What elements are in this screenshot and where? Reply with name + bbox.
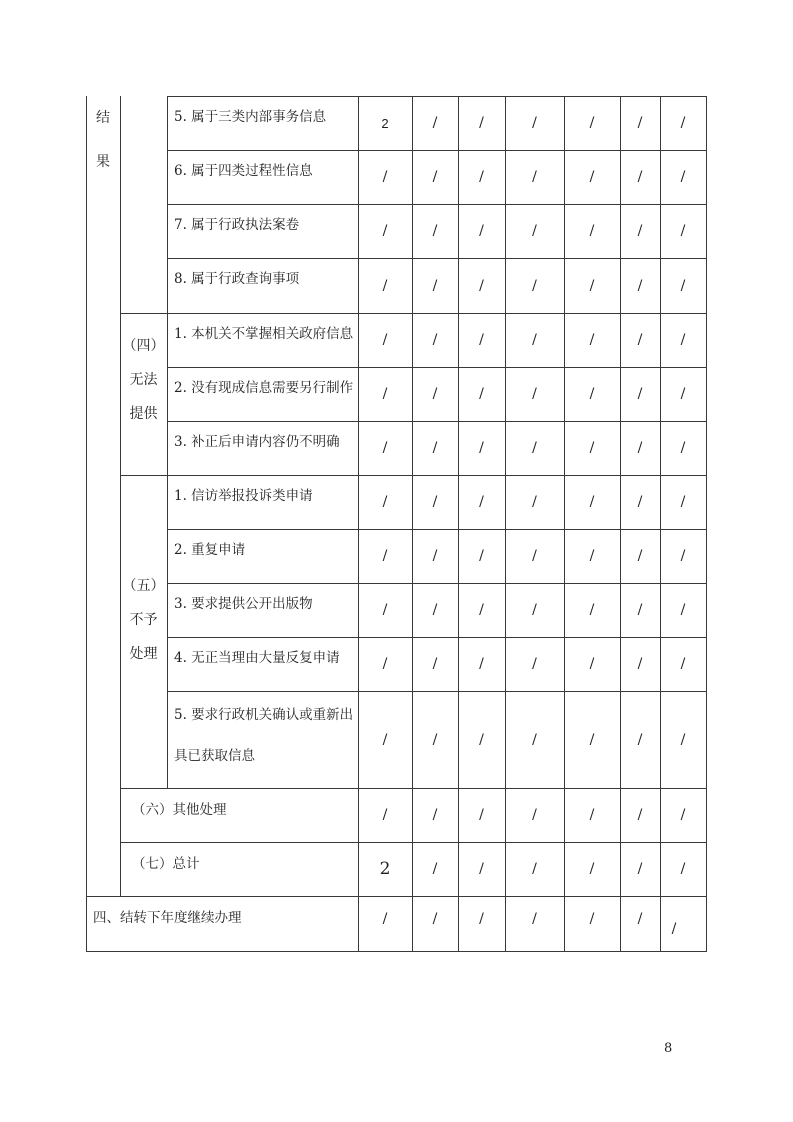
value-cell: / — [637, 656, 643, 672]
value-cell: / — [479, 277, 484, 294]
value-cell: / — [532, 807, 537, 823]
row-label: （六）其他处理 — [132, 802, 227, 818]
row-label: 2. 重复申请 — [174, 542, 246, 558]
value-cell: / — [589, 911, 595, 927]
value-cell: / — [589, 656, 595, 672]
page-number: 8 — [664, 1041, 673, 1056]
value-cell: / — [637, 548, 643, 564]
row-label: 8. 属于行政查询事项 — [174, 271, 300, 287]
value-cell: / — [637, 911, 643, 927]
value-cell: / — [680, 861, 686, 877]
value-cell: / — [671, 921, 677, 937]
value-cell: / — [479, 440, 484, 456]
value-cell: / — [432, 223, 438, 239]
value-cell: 2 — [381, 115, 389, 131]
value-cell: / — [382, 494, 388, 510]
value-cell: / — [637, 440, 643, 456]
value-cell: / — [432, 332, 438, 348]
value-cell: / — [479, 656, 484, 672]
value-cell: / — [589, 115, 595, 131]
section-label-line: 果 — [96, 154, 110, 170]
value-cell: / — [532, 332, 537, 348]
value-cell: / — [432, 548, 438, 564]
value-cell: / — [589, 494, 595, 510]
value-cell: / — [479, 602, 484, 618]
row-label: 5. 属于三类内部事务信息 — [174, 109, 327, 125]
value-cell: / — [532, 386, 537, 402]
value-cell: / — [382, 602, 388, 618]
value-cell: / — [637, 494, 643, 510]
value-cell: / — [637, 115, 643, 131]
row-label: 7. 属于行政执法案卷 — [174, 217, 300, 233]
value-cell: / — [589, 861, 595, 877]
value-cell: / — [432, 169, 438, 185]
value-cell: / — [589, 440, 595, 456]
group-label-line: 无法 — [129, 372, 158, 388]
row-label: 5. 要求行政机关确认或重新出 — [174, 707, 354, 723]
value-cell: / — [479, 386, 484, 402]
value-cell: / — [532, 277, 537, 294]
value-cell: / — [589, 731, 595, 748]
value-cell: / — [432, 861, 438, 877]
value-cell: / — [680, 386, 686, 402]
value-cell: / — [637, 277, 643, 294]
row-label: 4. 无正当理由大量反复申请 — [174, 650, 340, 666]
value-cell: 2 — [379, 859, 391, 879]
value-cell: / — [432, 656, 438, 672]
value-cell: / — [589, 332, 595, 348]
row-label: 2. 没有现成信息需要另行制作 — [174, 380, 354, 396]
value-cell: / — [637, 169, 643, 185]
value-cell: / — [637, 861, 643, 877]
value-cell: / — [637, 602, 643, 618]
value-cell: / — [479, 731, 484, 748]
group-label-cannot-provide — [120, 336, 167, 424]
row-label: 3. 要求提供公开出版物 — [174, 596, 313, 612]
value-cell: / — [382, 169, 388, 185]
table-rule — [706, 96, 707, 952]
row-label: 6. 属于四类过程性信息 — [174, 163, 313, 179]
value-cell: / — [432, 731, 438, 748]
value-cell: / — [432, 115, 438, 131]
group-label-line: （五） — [122, 578, 165, 594]
value-cell: / — [479, 911, 484, 927]
value-cell: / — [532, 494, 537, 510]
row-label: 1. 信访举报投诉类申请 — [174, 488, 313, 504]
value-cell: / — [680, 494, 686, 510]
value-cell: / — [589, 386, 595, 402]
value-cell: / — [680, 807, 686, 823]
value-cell: / — [479, 861, 484, 877]
value-cell: / — [382, 548, 388, 564]
value-cell: / — [432, 440, 438, 456]
value-cell: / — [382, 440, 388, 456]
value-cell: / — [532, 440, 537, 456]
value-cell: / — [532, 223, 537, 239]
row-label: 具已获取信息 — [174, 748, 255, 764]
group-label-line: 处理 — [129, 646, 158, 662]
value-cell: / — [680, 223, 686, 239]
value-cell: / — [532, 548, 537, 564]
value-cell: / — [532, 656, 537, 672]
table-rule — [86, 96, 87, 952]
value-cell: / — [532, 115, 537, 131]
value-cell: / — [532, 731, 537, 748]
value-cell: / — [637, 332, 643, 348]
value-cell: / — [479, 223, 484, 239]
value-cell: / — [382, 386, 388, 402]
value-cell: / — [432, 602, 438, 618]
value-cell: / — [589, 169, 595, 185]
value-cell: / — [432, 386, 438, 402]
value-cell: / — [589, 277, 595, 294]
value-cell: / — [680, 656, 686, 672]
value-cell: / — [680, 169, 686, 185]
value-cell: / — [432, 277, 438, 294]
value-cell: / — [479, 169, 484, 185]
row-label: （七）总计 — [132, 856, 200, 872]
group-label-line: 不予 — [129, 612, 158, 628]
value-cell: / — [532, 602, 537, 618]
value-cell: / — [479, 494, 484, 510]
value-cell: / — [637, 731, 643, 748]
value-cell: / — [479, 332, 484, 348]
value-cell: / — [432, 494, 438, 510]
value-cell: / — [680, 440, 686, 456]
value-cell: / — [382, 911, 388, 927]
row-label: 四、结转下年度继续办理 — [93, 910, 242, 926]
value-cell: / — [637, 386, 643, 402]
value-cell: / — [432, 911, 438, 927]
value-cell: / — [589, 548, 595, 564]
row-label: 3. 补正后申请内容仍不明确 — [174, 434, 340, 450]
value-cell: / — [479, 115, 484, 131]
value-cell: / — [479, 548, 484, 564]
value-cell: / — [382, 807, 388, 823]
section-label-line: 结 — [96, 110, 110, 126]
value-cell: / — [479, 807, 484, 823]
table-rule — [167, 96, 168, 788]
value-cell: / — [532, 911, 537, 927]
value-cell: / — [382, 277, 388, 294]
value-cell: / — [589, 807, 595, 823]
value-cell: / — [532, 169, 537, 185]
table-rule — [120, 96, 121, 896]
value-cell: / — [680, 731, 686, 748]
value-cell: / — [382, 332, 388, 348]
value-cell: / — [637, 807, 643, 823]
value-cell: / — [680, 332, 686, 348]
group-label-line: （四） — [122, 338, 165, 354]
value-cell: / — [680, 548, 686, 564]
section-label — [86, 108, 120, 172]
value-cell: / — [432, 807, 438, 823]
value-cell: / — [680, 602, 686, 618]
value-cell: / — [589, 602, 595, 618]
value-cell: / — [382, 656, 388, 672]
group-label-not-processed — [120, 576, 167, 664]
value-cell: / — [637, 223, 643, 239]
value-cell: / — [532, 861, 537, 877]
value-cell: / — [382, 731, 388, 748]
value-cell: / — [680, 115, 686, 131]
value-cell: / — [382, 223, 388, 239]
value-cell: / — [680, 277, 686, 294]
table-rule — [86, 951, 707, 952]
row-label: 1. 本机关不掌握相关政府信息 — [174, 326, 354, 342]
value-cell: / — [589, 223, 595, 239]
group-label-line: 提供 — [129, 406, 158, 422]
